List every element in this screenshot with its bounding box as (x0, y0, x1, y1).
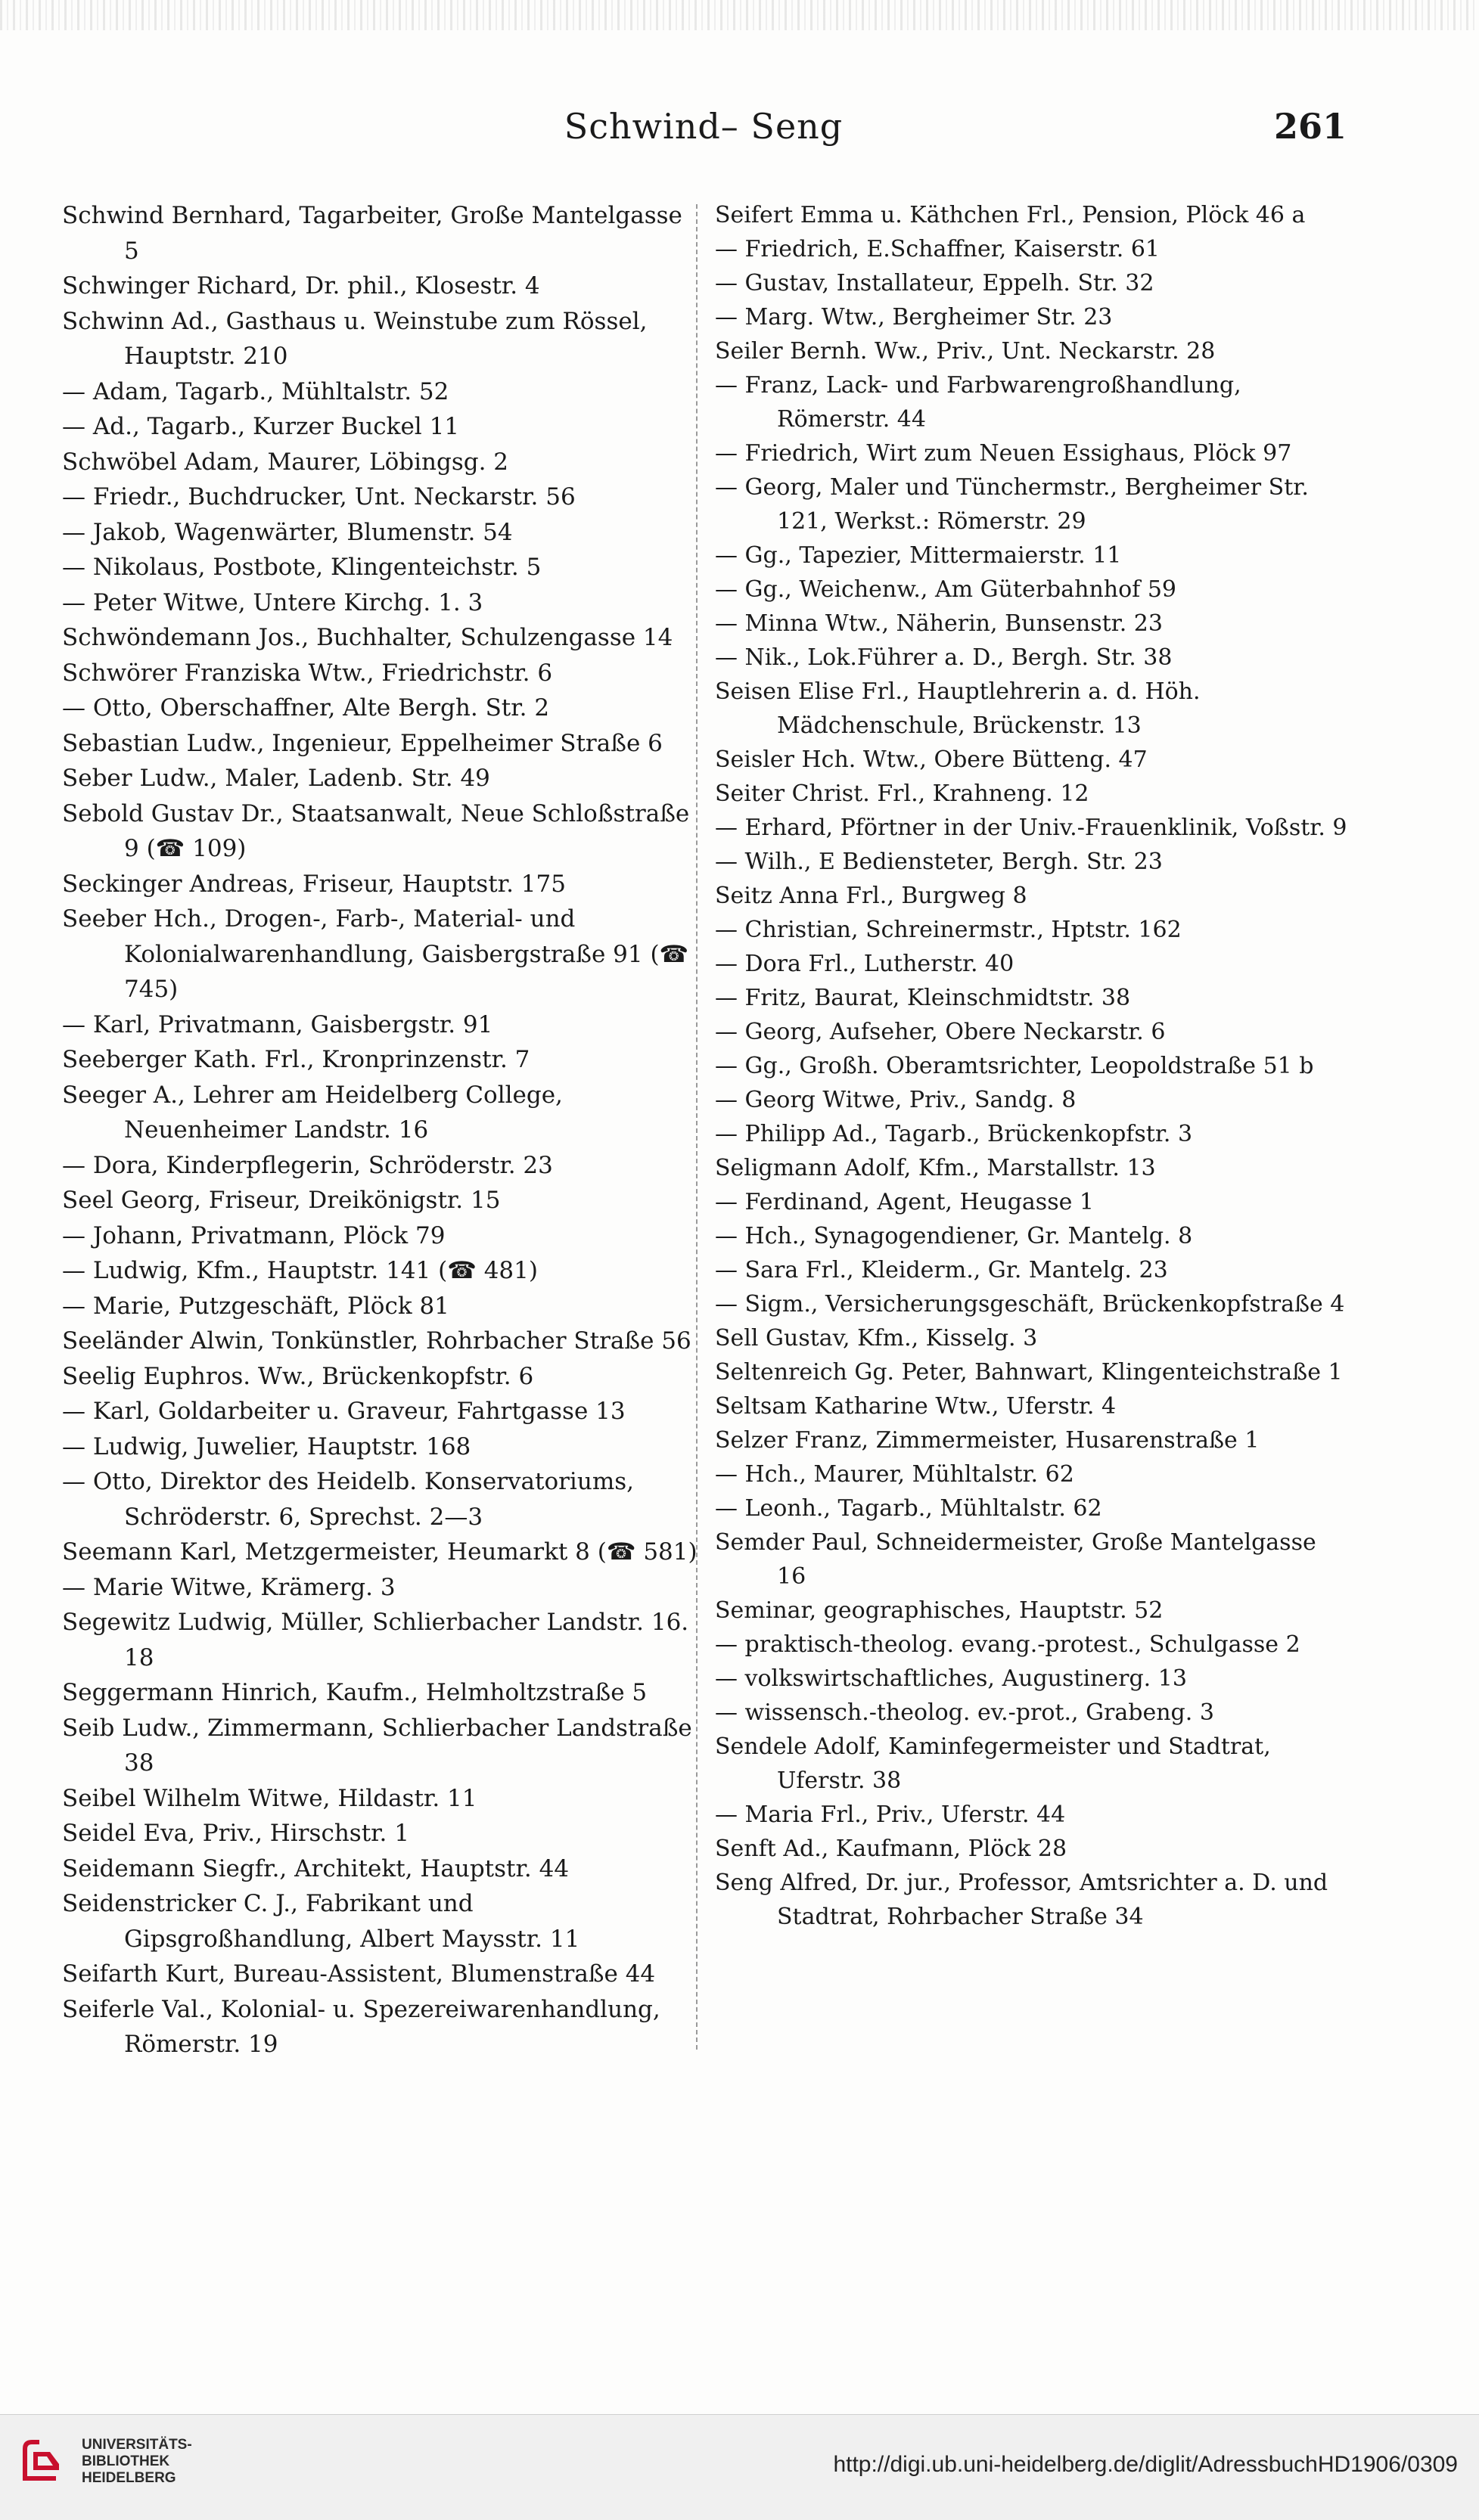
page-title: Schwind– Seng (564, 106, 844, 147)
directory-entry: — Philipp Ad., Tagarb., Brückenkopfstr. 3 (715, 1121, 1193, 1147)
page-header (61, 106, 1347, 166)
directory-entry: — Hch., Synagogendiener, Gr. Mantelg. 8 (715, 1223, 1193, 1249)
directory-entry: Seidenstricker C. J., Fabrikant und Gipsgroßhandlung, Albert Maysstr. 11 (62, 1890, 580, 1953)
directory-entry: — Ludwig, Juwelier, Hauptstr. 168 (62, 1432, 471, 1460)
directory-entry: — Maria Frl., Priv., Uferstr. 44 (715, 1802, 1066, 1828)
directory-entry: — Ferdinand, Agent, Heugasse 1 (715, 1189, 1094, 1215)
directory-entry: Sell Gustav, Kfm., Kisselg. 3 (715, 1325, 1038, 1352)
directory-entry: Seltenreich Gg. Peter, Bahnwart, Klingenteichstraße 1 (715, 1359, 1343, 1386)
directory-entry: Seber Ludw., Maler, Ladenb. Str. 49 (62, 765, 490, 792)
library-name: UNIVERSITÄTS- BIBLIOTHEK HEIDELBERG (82, 2437, 192, 2486)
directory-entry: Seckinger Andreas, Friseur, Hauptstr. 175 (62, 870, 566, 898)
directory-entry: — Peter Witwe, Untere Kirchg. 1. 3 (62, 588, 483, 616)
directory-entry: — Georg, Aufseher, Obere Neckarstr. 6 (715, 1019, 1166, 1045)
directory-entry: Seeber Hch., Drogen-, Farb-, Material- und Kolonialwarenhandlung, Gaisbergstraße 91 (☎ 745) (62, 905, 689, 1003)
directory-entry: Seelig Euphros. Ww., Brückenkopfstr. 6 (62, 1362, 534, 1390)
directory-entry: — Sigm., Versicherungsgeschäft, Brückenkopfstraße 4 (715, 1291, 1345, 1317)
directory-entry: — Sara Frl., Kleiderm., Gr. Mantelg. 23 (715, 1257, 1168, 1283)
directory-entry: — Nikolaus, Postbote, Klingenteichstr. 5 (62, 554, 542, 581)
directory-entry: — Franz, Lack- und Farbwarengroßhandlung, Römerstr. 44 (715, 372, 1241, 433)
directory-entry: — Christian, Schreinermstr., Hptstr. 162 (715, 917, 1182, 943)
directory-entry: Seeberger Kath. Frl., Kronprinzenstr. 7 (62, 1046, 530, 1073)
directory-entry: — Ad., Tagarb., Kurzer Buckel 11 (62, 413, 460, 440)
directory-entry: Seminar, geographisches, Hauptstr. 52 (715, 1597, 1164, 1624)
directory-entry: — Leonh., Tagarb., Mühltalstr. 62 (715, 1495, 1102, 1522)
directory-entry: — Friedrich, Wirt zum Neuen Essighaus, Plöck 97 (715, 440, 1292, 467)
directory-entry: Seeger A., Lehrer am Heidelberg College, Neuenheimer Landstr. 16 (62, 1081, 563, 1144)
directory-entry: — Gg., Tapezier, Mittermaierstr. 11 (715, 542, 1122, 569)
right-column (715, 198, 1350, 1934)
directory-entry: Seib Ludw., Zimmermann, Schlierbacher Landstraße 38 (62, 1714, 692, 1777)
directory-entry: — Gg., Weichenw., Am Güterbahnhof 59 (715, 576, 1176, 603)
directory-entry: Schwörer Franziska Wtw., Friedrichstr. 6 (62, 659, 553, 687)
directory-entry: — Dora, Kinderpflegerin, Schröderstr. 23 (62, 1151, 553, 1179)
directory-entry: — Marg. Wtw., Bergheimer Str. 23 (715, 304, 1113, 331)
directory-entry: — Fritz, Baurat, Kleinschmidtstr. 38 (715, 985, 1131, 1011)
directory-entry: Seltsam Katharine Wtw., Uferstr. 4 (715, 1393, 1117, 1420)
directory-entry: Schwöndemann Jos., Buchhalter, Schulzengasse 14 (62, 624, 673, 651)
directory-entry: Seitz Anna Frl., Burgweg 8 (715, 883, 1027, 909)
directory-entry: — Minna Wtw., Näherin, Bunsenstr. 23 (715, 610, 1163, 637)
column-divider (696, 204, 698, 2050)
directory-entry: Schwinn Ad., Gasthaus u. Weinstube zum Rössel, Hauptstr. 210 (62, 307, 648, 370)
directory-entry: — Karl, Goldarbeiter u. Graveur, Fahrtgasse 13 (62, 1398, 626, 1425)
directory-entry: — Johann, Privatmann, Plöck 79 (62, 1221, 446, 1249)
directory-entry: Schwöbel Adam, Maurer, Löbingsg. 2 (62, 448, 509, 476)
directory-entry: — Gg., Großh. Oberamtsrichter, Leopoldstraße 51 b (715, 1053, 1314, 1079)
directory-entry: Senft Ad., Kaufmann, Plöck 28 (715, 1836, 1067, 1862)
directory-entry: Segewitz Ludwig, Müller, Schlierbacher Landstr. 16. 18 (62, 1609, 689, 1671)
directory-entry: Schwind Bernhard, Tagarbeiter, Große Mantelgasse 5 (62, 202, 682, 265)
directory-entry: — Georg Witwe, Priv., Sandg. 8 (715, 1087, 1077, 1113)
directory-entry: Seisen Elise Frl., Hauptlehrerin a. d. Höh. Mädchenschule, Brückenstr. 13 (715, 678, 1201, 739)
directory-entry: — Adam, Tagarb., Mühltalstr. 52 (62, 377, 449, 405)
scan-edge-noise (0, 0, 1479, 30)
directory-entry: — Karl, Privatmann, Gaisbergstr. 91 (62, 1010, 493, 1038)
directory-entry: Seidemann Siegfr., Architekt, Hauptstr. 44 (62, 1854, 570, 1882)
page-number: 261 (1273, 106, 1347, 147)
directory-entry: Sebastian Ludw., Ingenieur, Eppelheimer Straße 6 (62, 729, 663, 757)
directory-entry: Seligmann Adolf, Kfm., Marstallstr. 13 (715, 1155, 1156, 1181)
directory-entry: Seeländer Alwin, Tonkünstler, Rohrbacher Straße 56 (62, 1327, 691, 1355)
source-url: http://digi.ub.uni-heidelberg.de/diglit/AdressbuchHD1906/0309 (833, 2452, 1458, 2477)
directory-entry: Schwinger Richard, Dr. phil., Klosestr. 4 (62, 272, 540, 299)
left-column (62, 198, 698, 2062)
directory-entry: — Ludwig, Kfm., Hauptstr. 141 (☎ 481) (62, 1257, 538, 1284)
directory-entry: — Jakob, Wagenwärter, Blumenstr. 54 (62, 518, 513, 546)
directory-entry: Seiter Christ. Frl., Krahneng. 12 (715, 781, 1089, 807)
library-logo-icon (17, 2434, 70, 2487)
directory-entry: — praktisch-theolog. evang.-protest., Schulgasse 2 (715, 1631, 1300, 1658)
directory-entry: Seidel Eva, Priv., Hirschstr. 1 (62, 1820, 409, 1847)
directory-entry: — Marie Witwe, Krämerg. 3 (62, 1573, 396, 1601)
directory-entry: — Friedr., Buchdrucker, Unt. Neckarstr. 56 (62, 483, 576, 511)
directory-entry: — Nik., Lok.Führer a. D., Bergh. Str. 38 (715, 644, 1173, 671)
directory-entry: — Erhard, Pförtner in der Univ.-Frauenklinik, Voßstr. 9 (715, 815, 1347, 841)
directory-entry: — Otto, Direktor des Heidelb. Konservatoriums, Schröderstr. 6, Sprechst. 2—3 (62, 1468, 634, 1531)
directory-entry: Seemann Karl, Metzgermeister, Heumarkt 8 (☎ 581) (62, 1538, 698, 1566)
directory-entry: Seifarth Kurt, Bureau-Assistent, Blumenstraße 44 (62, 1960, 656, 1988)
directory-entry: — Wilh., E Bediensteter, Bergh. Str. 23 (715, 849, 1163, 875)
directory-entry: — volkswirtschaftliches, Augustinerg. 13 (715, 1665, 1187, 1692)
directory-entry: — Friedrich, E.Schaffner, Kaiserstr. 61 (715, 236, 1161, 262)
directory-entry: Seggermann Hinrich, Kaufm., Helmholtzstraße 5 (62, 1679, 648, 1706)
directory-entry: Seisler Hch. Wtw., Obere Bütteng. 47 (715, 746, 1148, 773)
directory-entry: — Dora Frl., Lutherstr. 40 (715, 951, 1014, 977)
directory-entry: Seel Georg, Friseur, Dreikönigstr. 15 (62, 1187, 501, 1214)
directory-entry: Selzer Franz, Zimmermeister, Husarenstraße 1 (715, 1427, 1260, 1454)
directory-entry: — Gustav, Installateur, Eppelh. Str. 32 (715, 270, 1154, 296)
directory-entry: — Georg, Maler und Tünchermstr., Bergheimer Str. 121, Werkst.: Römerstr. 29 (715, 474, 1309, 535)
directory-entry: Seiler Bernh. Ww., Priv., Unt. Neckarstr. 28 (715, 338, 1216, 365)
directory-entry: — Hch., Maurer, Mühltalstr. 62 (715, 1461, 1074, 1488)
directory-entry: — wissensch.-theolog. ev.-prot., Grabeng. 3 (715, 1699, 1214, 1726)
directory-entry: Seng Alfred, Dr. jur., Professor, Amtsrichter a. D. und Stadtrat, Rohrbacher Straße 34 (715, 1870, 1328, 1930)
directory-entry: Seifert Emma u. Käthchen Frl., Pension, Plöck 46 a (715, 202, 1306, 228)
directory-entry: Seiferle Val., Kolonial- u. Spezereiwarenhandlung, Römerstr. 19 (62, 1995, 660, 2058)
directory-entry: — Otto, Oberschaffner, Alte Bergh. Str. 2 (62, 694, 550, 722)
directory-entry: — Marie, Putzgeschäft, Plöck 81 (62, 1292, 449, 1320)
directory-entry: Semder Paul, Schneidermeister, Große Mantelgasse 16 (715, 1529, 1316, 1590)
directory-entry: Seibel Wilhelm Witwe, Hildastr. 11 (62, 1784, 477, 1812)
directory-entry: Sebold Gustav Dr., Staatsanwalt, Neue Schloßstraße 9 (☎ 109) (62, 799, 690, 862)
directory-entry: Sendele Adolf, Kaminfegermeister und Stadtrat, Uferstr. 38 (715, 1733, 1271, 1794)
